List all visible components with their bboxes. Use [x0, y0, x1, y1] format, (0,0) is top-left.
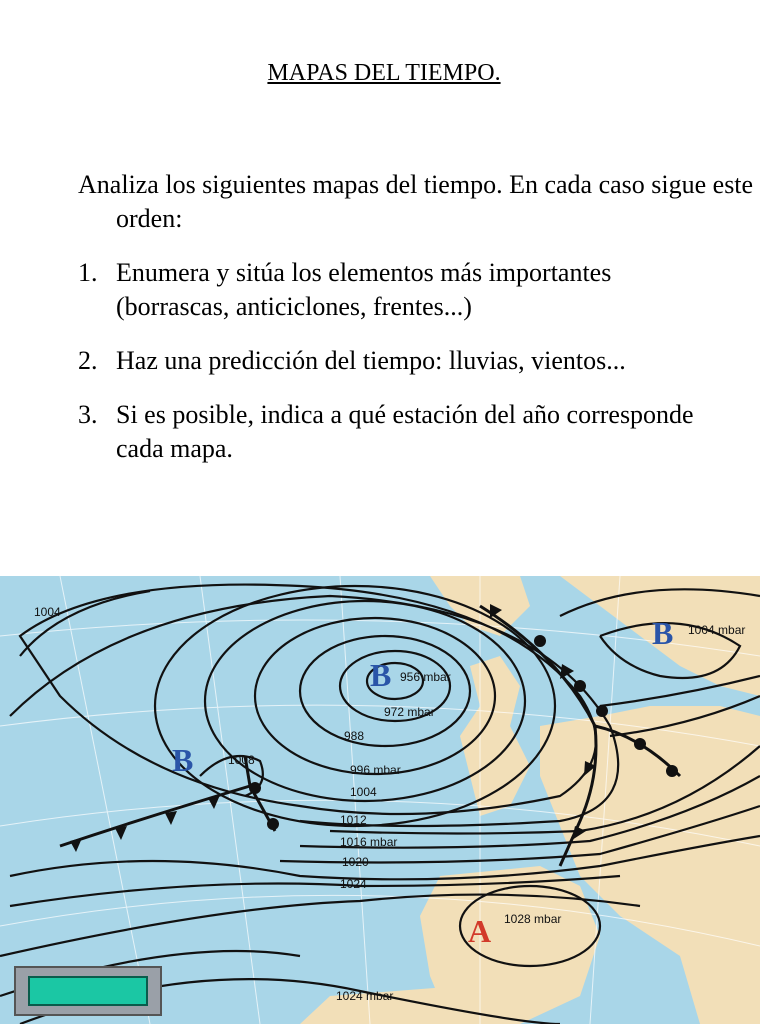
- isobar-label: 972 mbar: [384, 705, 435, 719]
- isobar-label: 988: [344, 729, 365, 743]
- system-label: 1028 mbar: [504, 912, 562, 926]
- isobar-label: 1016 mbar: [340, 835, 398, 849]
- list-item: [78, 256, 718, 324]
- isobar-label: 1012: [340, 813, 367, 827]
- list-item-text: Si es posible, indica a qué estación del año corresponde cada mapa.: [116, 400, 694, 463]
- list-item-number: 1.: [78, 258, 98, 287]
- page-title: MAPAS DEL TIEMPO.: [267, 60, 501, 86]
- system-label: 956 mbar: [400, 670, 451, 684]
- list-item-number: 3.: [78, 400, 98, 429]
- isobar-label: 996 mbar: [350, 763, 401, 777]
- list-item: [78, 398, 718, 466]
- list-item-number: 2.: [78, 346, 98, 375]
- low-center-letter: B: [370, 657, 392, 693]
- isobar-label: 1004: [350, 785, 377, 799]
- isobar-label: 1020: [342, 855, 369, 869]
- list-item-text: Enumera y sitúa los elementos más importantes (borrascas, anticiclones, frentes...): [116, 258, 612, 321]
- weather-map: [0, 576, 760, 1024]
- isobar-label: 1024 mbar: [336, 989, 394, 1003]
- weather-map-svg: [0, 576, 760, 1024]
- isobar-label: 1024: [340, 877, 367, 891]
- intro-paragraph: Analiza los siguientes mapas del tiempo. En cada caso sigue este orden:: [78, 170, 754, 233]
- system-label: 1008: [228, 753, 255, 767]
- low-northeast-letter: B: [652, 615, 674, 651]
- low-west-letter: B: [172, 742, 194, 778]
- instructions-list: [78, 256, 718, 486]
- high-letter: A: [468, 913, 492, 949]
- navigation-button[interactable]: [28, 976, 148, 1006]
- list-item: [78, 344, 718, 378]
- system-label: 1004 mbar: [688, 623, 746, 637]
- isobar-label: 1004: [34, 605, 61, 619]
- list-item-text: Haz una predicción del tiempo: lluvias, vientos...: [116, 346, 626, 375]
